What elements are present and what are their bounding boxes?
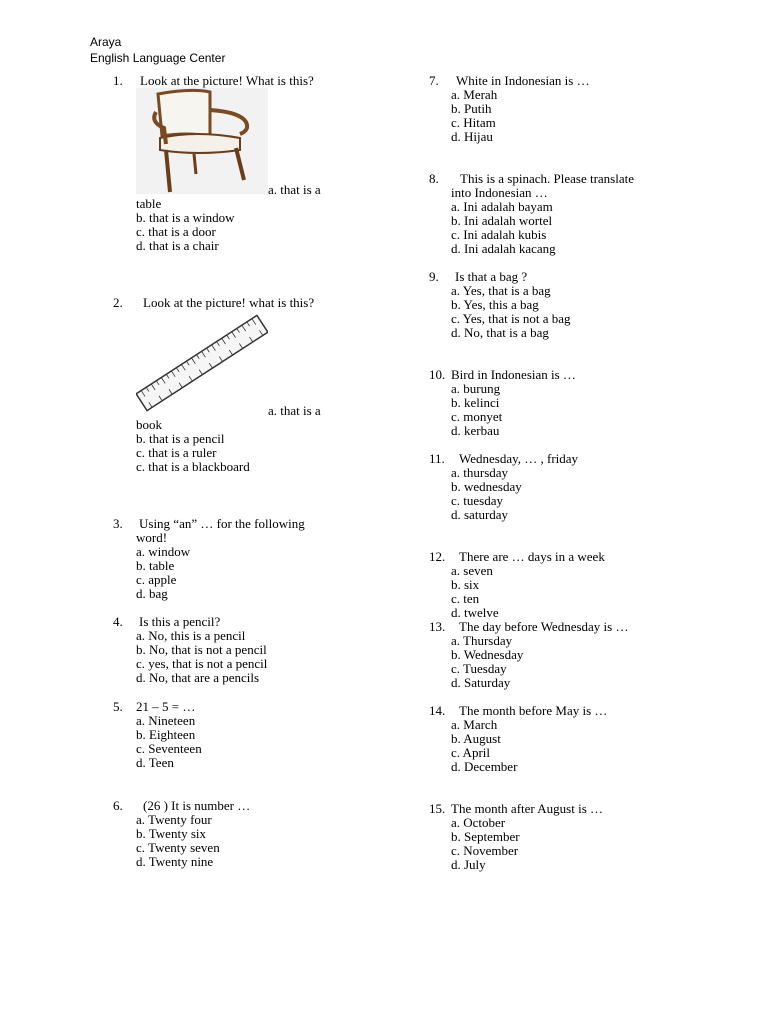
option-a: a. Merah <box>451 87 498 102</box>
option-wrap: book <box>136 417 162 432</box>
option-c: c. that is a door <box>136 224 216 239</box>
option-d: d. July <box>451 857 486 872</box>
question-stem: There are … days in a week <box>459 549 605 564</box>
question-stem: Using “an” … for the following <box>139 516 305 531</box>
question-7 <box>429 74 590 144</box>
option-a: a. Yes, that is a bag <box>451 283 551 298</box>
author-name: Araya <box>90 35 122 49</box>
option-d: d. bag <box>136 586 168 601</box>
option-c: c. Yes, that is not a bag <box>451 311 571 326</box>
question-stem: 21 – 5 = … <box>136 699 196 714</box>
option-a: a. thursday <box>451 465 509 480</box>
option-d: d. Hijau <box>451 129 493 144</box>
question-number: 9. <box>429 269 439 284</box>
option-d: d. that is a chair <box>136 238 219 253</box>
option-a: a. window <box>136 544 191 559</box>
question-stem: The month before May is … <box>459 703 608 718</box>
option-b: b. that is a pencil <box>136 431 225 446</box>
question-number: 11. <box>429 451 445 466</box>
option-b: b. six <box>451 577 480 592</box>
option-c: c. Twenty seven <box>136 840 220 855</box>
option-d: d. No, that are a pencils <box>136 670 260 685</box>
option-c: c. April <box>451 745 490 760</box>
option-b: b. kelinci <box>451 395 500 410</box>
option-d: d. saturday <box>451 507 509 522</box>
option-c: c. monyet <box>451 409 503 424</box>
option-c: c. Tuesday <box>451 661 507 676</box>
question-3 <box>113 517 305 601</box>
question-11 <box>429 452 578 522</box>
option-c: c. ten <box>451 591 480 606</box>
question-10 <box>429 368 576 438</box>
option-c: c. Hitam <box>451 115 496 130</box>
chair-picture <box>136 88 268 194</box>
option-c: c. that is a ruler <box>136 445 217 460</box>
question-2-options <box>136 418 250 474</box>
option-d: d. December <box>451 759 518 774</box>
option-d: d. Ini adalah kacang <box>451 241 556 256</box>
question-15 <box>429 802 603 872</box>
question-number: 12. <box>429 549 446 564</box>
question-number: 1. <box>113 73 123 88</box>
question-8 <box>429 172 634 256</box>
option-a: a. burung <box>451 381 501 396</box>
question-5 <box>113 700 202 770</box>
option-a: a. October <box>451 815 506 830</box>
question-14 <box>429 704 607 774</box>
question-stem: Look at the picture! What is this? <box>140 73 314 88</box>
option-c: c. Seventeen <box>136 741 202 756</box>
question-4 <box>113 615 267 685</box>
question-stem: (26 ) It is number … <box>143 798 251 813</box>
option-tail: a. that is a <box>268 182 321 197</box>
option-b: b. Twenty six <box>136 826 206 841</box>
option-a: a. Ini adalah bayam <box>451 199 553 214</box>
question-number: 10. <box>429 367 446 382</box>
question-1 <box>113 74 314 88</box>
question-number: 4. <box>113 614 123 629</box>
question-number: 5. <box>113 699 123 714</box>
question-stem: This is a spinach. Please translate <box>460 171 635 186</box>
question-stem: Bird in Indonesian is … <box>451 367 576 382</box>
option-b: b. Ini adalah wortel <box>451 213 553 228</box>
question-stem: Look at the picture! what is this? <box>143 295 315 310</box>
option-d: d. Twenty nine <box>136 854 214 869</box>
option-a: a. Twenty four <box>136 812 212 827</box>
option-a: a. seven <box>451 563 493 578</box>
option-b: b. wednesday <box>451 479 522 494</box>
question-number: 7. <box>429 73 439 88</box>
question-stem: Wednesday, … , friday <box>459 451 579 466</box>
question-number: 6. <box>113 798 123 813</box>
question-stem: The day before Wednesday is … <box>459 619 629 634</box>
option-wrap: table <box>136 196 162 211</box>
question-12 <box>429 550 605 620</box>
question-number: 3. <box>113 516 123 531</box>
option-d: d. twelve <box>451 605 499 620</box>
question-9 <box>429 270 571 340</box>
option-c: c. Ini adalah kubis <box>451 227 547 242</box>
question-13 <box>429 620 628 690</box>
question-2 <box>113 296 314 310</box>
option-a: a. Nineteen <box>136 713 196 728</box>
option-d: d. kerbau <box>451 423 500 438</box>
question-stem: Is that a bag ? <box>455 269 528 284</box>
question-stem-cont: word! <box>136 530 168 545</box>
page-header <box>90 34 225 66</box>
question-stem: White in Indonesian is … <box>456 73 590 88</box>
option-b: b. table <box>136 558 175 573</box>
ruler-picture <box>136 310 268 416</box>
option-c: c. November <box>451 843 519 858</box>
option-b: b. Putih <box>451 101 492 116</box>
option-c: c. yes, that is not a pencil <box>136 656 268 671</box>
org-name: English Language Center <box>90 51 226 65</box>
option-b: b. Wednesday <box>451 647 524 662</box>
option-c: c. tuesday <box>451 493 503 508</box>
option-d: d. Teen <box>136 755 174 770</box>
option-b: b. Eighteen <box>136 727 196 742</box>
option-b: b. that is a window <box>136 210 235 225</box>
option-a: a. Thursday <box>451 633 513 648</box>
question-number: 8. <box>429 171 439 186</box>
option-b: b. September <box>451 829 520 844</box>
question-stem: The month after August is … <box>451 801 604 816</box>
question-number: 14. <box>429 703 446 718</box>
question-stem-cont: into Indonesian … <box>451 185 548 200</box>
option-a: a. No, this is a pencil <box>136 628 246 643</box>
option-tail: a. that is a <box>268 403 321 418</box>
question-1-options <box>136 197 235 253</box>
option-b: b. Yes, this a bag <box>451 297 539 312</box>
option-a: a. March <box>451 717 498 732</box>
option-d: d. No, that is a bag <box>451 325 549 340</box>
option-c: c. apple <box>136 572 177 587</box>
question-6 <box>113 799 250 869</box>
question-number: 13. <box>429 619 446 634</box>
option-d: c. that is a blackboard <box>136 459 250 474</box>
option-d: d. Saturday <box>451 675 511 690</box>
option-b: b. August <box>451 731 501 746</box>
question-number: 15. <box>429 801 446 816</box>
option-b: b. No, that is not a pencil <box>136 642 267 657</box>
question-stem: Is this a pencil? <box>139 614 221 629</box>
question-number: 2. <box>113 295 123 310</box>
